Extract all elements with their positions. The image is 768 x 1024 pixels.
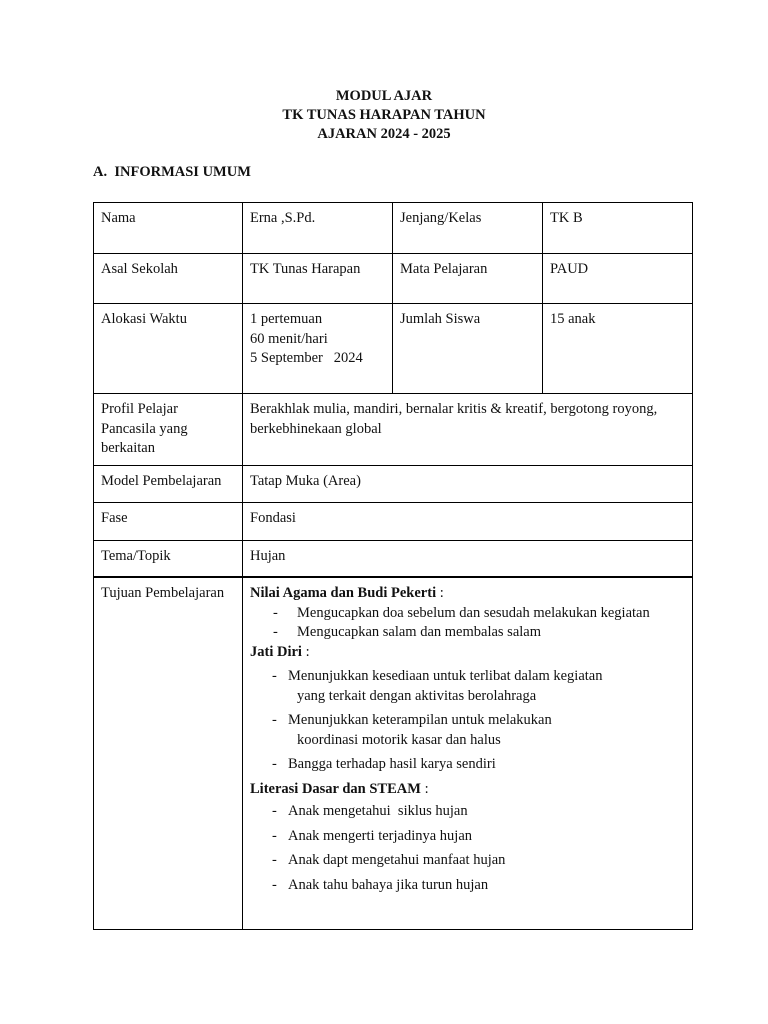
profil-label-line: berkaitan: [101, 440, 155, 456]
tema-value: Hujan: [243, 540, 693, 577]
profil-label-line: Profil Pelajar: [101, 401, 178, 417]
nab-list: [250, 604, 685, 643]
tujuan-content: [243, 577, 693, 929]
list-item: - Bangga terhadap hasil karya sendiri: [272, 756, 496, 772]
nama-label: Nama: [94, 203, 243, 254]
table-row: [94, 394, 693, 466]
jenjang-value: TK B: [543, 203, 693, 254]
table-row: [94, 304, 693, 394]
profil-label: [94, 394, 243, 466]
jd-heading-line: [250, 643, 685, 663]
mapel-label: Mata Pelajaran: [393, 254, 543, 304]
tujuan-table: [93, 576, 693, 930]
model-value: Tatap Muka (Area): [243, 465, 693, 502]
list-item: - Anak mengetahui siklus hujan: [272, 803, 468, 819]
jd-heading: Jati Diri: [250, 643, 302, 660]
tema-label: Tema/Topik: [94, 540, 243, 577]
section-heading: [93, 162, 251, 182]
profil-label-line: Pancasila yang: [101, 420, 188, 437]
tujuan-label: Tujuan Pembelajaran: [94, 577, 243, 929]
section-title: INFORMASI UMUM: [114, 164, 251, 180]
lit-colon: :: [420, 780, 429, 797]
list-item: - Menunjukkan keterampilan untuk melakukan koordinasi motorik kasar dan halus: [272, 712, 552, 748]
jumlah-label: Jumlah Siswa: [393, 304, 543, 394]
table-row: [94, 502, 693, 540]
alokasi-value: [243, 304, 393, 394]
section-letter: A.: [93, 164, 108, 180]
list-item: - Anak dapt mengetahui manfaat hujan: [272, 852, 506, 868]
lit-heading-line: [250, 780, 685, 800]
table-row: [94, 254, 693, 304]
list-item: - Menunjukkan kesediaan untuk terlibat dalam kegiatan yang terkait dengan aktivitas berolahraga: [272, 668, 603, 704]
alokasi-line: 60 menit/hari: [250, 330, 328, 347]
model-label: Model Pembelajaran: [94, 465, 243, 502]
profil-value: Berakhlak mulia, mandiri, bernalar kritis & kreatif, bergotong royong, berkebhinekaan global: [243, 394, 693, 466]
nab-heading: Nilai Agama dan Budi Pekerti: [250, 585, 437, 601]
nab-heading-line: [250, 584, 685, 604]
table-row: [94, 465, 693, 502]
doc-title-line-1: MODUL AJAR: [335, 88, 433, 104]
fase-value: Fondasi: [243, 502, 693, 540]
table-row: [94, 203, 693, 254]
doc-title-line-3: AJARAN 2024 - 2025: [317, 126, 451, 142]
nab-colon: :: [436, 585, 444, 601]
info-table: [93, 202, 693, 578]
jumlah-value: 15 anak: [543, 304, 693, 394]
fase-label: Fase: [94, 502, 243, 540]
list-item: - Mengucapkan salam dan membalas salam: [273, 624, 542, 640]
list-item: - Mengucapkan doa sebelum dan sesudah melakukan kegiatan: [273, 604, 650, 621]
asal-value: TK Tunas Harapan: [243, 254, 393, 304]
list-item: - Anak tahu bahaya jika turun hujan: [272, 876, 489, 893]
alokasi-line: 5 September 2024: [250, 350, 363, 366]
alokasi-label: Alokasi Waktu: [94, 304, 243, 394]
jd-list: [250, 667, 685, 775]
lit-list: [250, 802, 685, 895]
list-item: - Anak mengerti terjadinya hujan: [272, 827, 473, 844]
table-row: [94, 577, 693, 929]
doc-title-line-2: TK TUNAS HARAPAN TAHUN: [282, 107, 486, 123]
lit-heading: Literasi Dasar dan STEAM: [250, 780, 421, 797]
jd-colon: :: [301, 643, 310, 660]
mapel-value: PAUD: [543, 254, 693, 304]
jenjang-label: Jenjang/Kelas: [393, 203, 543, 254]
nama-value: Erna ,S.Pd.: [243, 203, 393, 254]
alokasi-line: 1 pertemuan: [250, 311, 323, 327]
asal-label: Asal Sekolah: [94, 254, 243, 304]
table-row: [94, 540, 693, 577]
